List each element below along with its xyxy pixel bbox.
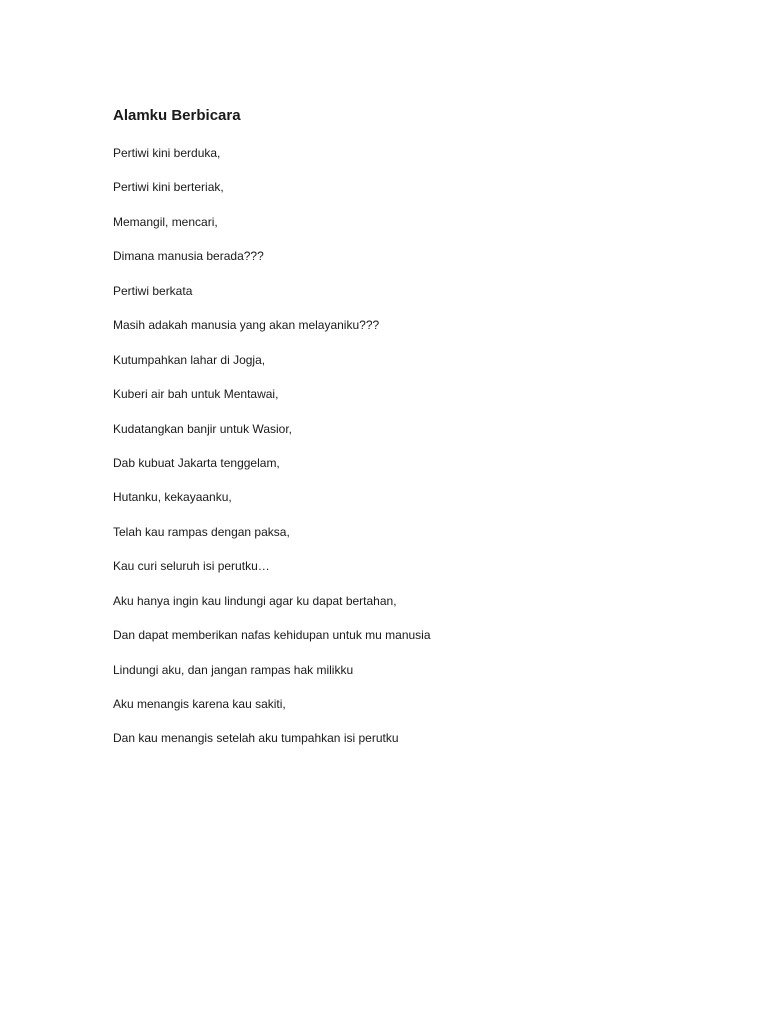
poem-line: Dab kubuat Jakarta tenggelam, <box>113 455 280 470</box>
poem-line: Masih adakah manusia yang akan melayaniku??? <box>113 318 380 333</box>
poem-line: Telah kau rampas dengan paksa, <box>113 524 290 539</box>
poem-line: Kau curi seluruh isi perutku… <box>113 559 270 574</box>
poem-line: Aku menangis karena kau sakiti, <box>113 697 286 711</box>
poem-title: Alamku Berbicara <box>113 107 241 124</box>
poem-line: Pertiwi kini berduka, <box>113 146 221 160</box>
poem-line: Dan dapat memberikan nafas kehidupan untuk mu manusia <box>113 628 431 643</box>
poem-line: Hutanku, kekayaanku, <box>113 490 232 505</box>
poem-line: Memangil, mencari, <box>113 214 218 229</box>
poem-line: Kuberi air bah untuk Mentawai, <box>113 387 279 402</box>
poem-line: Dan kau menangis setelah aku tumpahkan isi perutku <box>113 731 399 746</box>
poem-line: Dimana manusia berada??? <box>113 249 264 264</box>
poem-line: Kudatangkan banjir untuk Wasior, <box>113 421 292 436</box>
poem-line: Aku hanya ingin kau lindungi agar ku dapat bertahan, <box>113 593 397 608</box>
poem-line: Pertiwi berkata <box>113 283 193 298</box>
poem-line: Kutumpahkan lahar di Jogja, <box>113 352 266 367</box>
poem-lines <box>113 143 431 763</box>
poem-line: Pertiwi kini berteriak, <box>113 180 224 195</box>
poem-line: Lindungi aku, dan jangan rampas hak milikku <box>113 662 354 677</box>
